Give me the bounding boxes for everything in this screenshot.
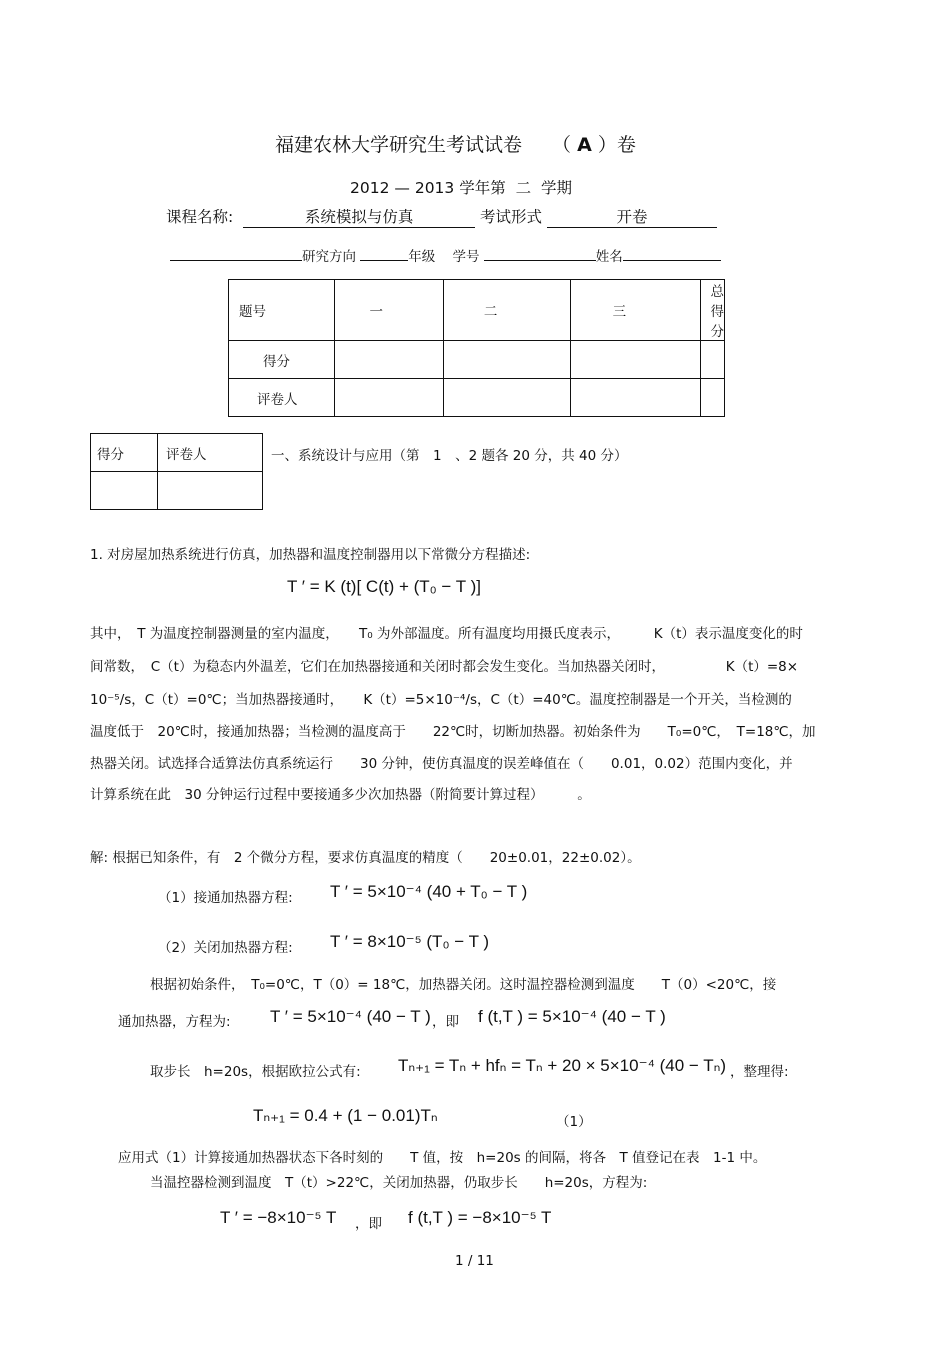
question-line: 温度低于 20℃时，接通加热器；当检测的温度高于 22℃时，切断加热器。初始条件为 T₀=0℃， T=18℃，加 [90, 724, 816, 740]
iteration-equation: Tₙ₊₁ = 0.4 + (1 − 0.01)Tₙ [253, 1106, 438, 1125]
off-mid: ，即 [355, 1216, 382, 1232]
eq2: T ′ = 8×10⁻⁵ (T₀ − T ) [330, 932, 490, 951]
eq1-label: （1）接通加热器方程: [158, 890, 293, 906]
section-score-box [90, 433, 263, 510]
question-intro: 1. 对房屋加热系统进行仿真，加热器和温度控制器用以下常微分方程描述: [90, 547, 531, 563]
section-box-label: 得分 [91, 434, 158, 472]
section-box-label: 评卷人 [158, 434, 263, 472]
eq1: T ′ = 5×10⁻⁴ (40 + T₀ − T ) [330, 882, 528, 901]
score-table [228, 279, 725, 417]
solution-line: 根据初始条件， T₀=0℃，T（0）= 18℃，加热器关闭。这时温控器检测到温度 T（0）<20℃，接 [150, 977, 777, 993]
score-header-cell: 二 [443, 280, 570, 341]
question-equation: T ′ = K (t)[ C(t) + (T₀ − T )] [287, 577, 481, 596]
exam-form: 开卷 [547, 207, 717, 228]
solution-line: 解: 根据已知条件，有 2 个微分方程，要求仿真温度的精度（ 20±0.01，22±0.02）。 [90, 850, 641, 866]
question-line: 其中， T 为温度控制器测量的室内温度， T₀ 为外部温度。所有温度均用摄氏度表示， K（t）表示温度变化的时 [90, 626, 803, 642]
score-header-cell: 三 [570, 280, 700, 341]
euler-equation: Tₙ₊₁ = Tₙ + hfₙ = Tₙ + 20 × 5×10⁻⁴ (40 − Tₙ) [398, 1056, 727, 1075]
section-title: 一、系统设计与应用（第 1 、2 题各 20 分，共 40 分） [271, 448, 628, 464]
heat-f: f (t,T ) = 5×10⁻⁴ (40 − T ) [478, 1007, 666, 1026]
eq2-label: （2）关闭加热器方程: [158, 940, 293, 956]
paper-type: A [577, 134, 592, 156]
page-number: 1 / 11 [455, 1253, 494, 1269]
question-line: 热器关闭。试选择合适算法仿真系统运行 30 分钟，使仿真温度的误差峰值在（ 0.01，0.02）范围内变化，并 [90, 756, 793, 772]
score-header-cell: 一 [335, 280, 443, 341]
academic-year: 2012 — 2013 学年第 二 学期 [350, 179, 572, 197]
solution-line: 应用式（1）计算接通加热器状态下各时刻的 T 值，按 h=20s 的间隔，将各 T 值登记在表 1-1 中。 [118, 1150, 767, 1166]
score-row-label: 评卷人 [229, 379, 335, 417]
off-f: f (t,T ) = −8×10⁻⁵ T [408, 1208, 552, 1227]
course-name: 系统模拟与仿真 [243, 207, 475, 228]
heat-label: 通加热器，方程为: [118, 1014, 231, 1030]
score-row-label: 得分 [229, 341, 335, 379]
equation-number: （1） [556, 1114, 592, 1130]
solution-line: 当温控器检测到温度 T（t）>22℃，关闭加热器，仍取步长 h=20s，方程为: [150, 1175, 648, 1191]
step-label: 取步长 h=20s，根据欧拉公式有: [150, 1064, 361, 1080]
heat-equation: T ′ = 5×10⁻⁴ (40 − T ) [270, 1007, 431, 1026]
question-line: 10⁻⁵/s，C（t）=0℃；当加热器接通时， K（t）=5×10⁻⁴/s，C（t）=40℃。温度控制器是一个开关，当检测的 [90, 692, 792, 708]
course-line: 课程名称: 系统模拟与仿真 考试形式 开卷 [166, 205, 717, 228]
question-line: 间常数， C（t）为稳态内外温差，它们在加热器接通和关闭时都会发生变化。当加热器关闭时， K（t）=8× [90, 659, 799, 675]
exam-title: 福建农林大学研究生考试试卷 （ A ）卷 [275, 134, 636, 156]
score-header-cell: 总得分 [700, 280, 725, 341]
off-equation: T ′ = −8×10⁻⁵ T [220, 1208, 337, 1227]
score-header-cell: 题号 [229, 280, 335, 341]
student-info-line: 研究方向 年级 学号 姓名 [170, 245, 721, 265]
question-line: 计算系统在此 30 分钟运行过程中要接通多少次加热器（附简要计算过程） 。 [90, 787, 591, 803]
heat-mid: ，即 [432, 1014, 459, 1030]
euler-post: ，整理得: [730, 1064, 789, 1080]
